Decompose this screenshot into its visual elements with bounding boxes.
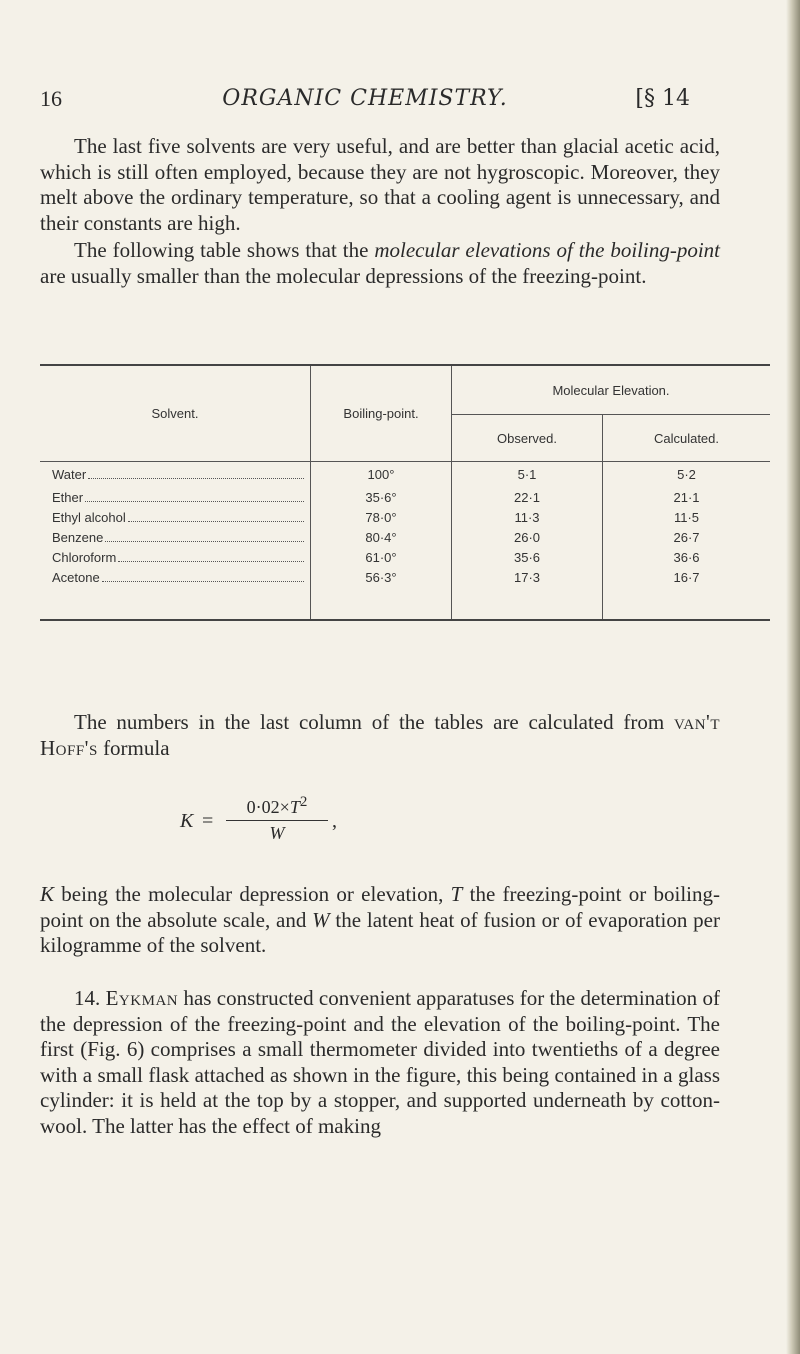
observed-value: 22·1 xyxy=(452,488,603,508)
page-number: 16 xyxy=(40,86,62,111)
solvent-name: Ether xyxy=(52,490,84,505)
running-header xyxy=(40,86,690,116)
observed-value: 11·3 xyxy=(452,508,603,528)
observed-value: 17·3 xyxy=(452,568,603,588)
formula-k: K xyxy=(180,810,194,832)
calculated-value: 5·2 xyxy=(603,462,771,488)
solvent-name: Chloroform xyxy=(52,550,117,565)
header-observed: Observed. xyxy=(452,415,603,462)
calculated-value: 36·6 xyxy=(603,548,771,568)
paragraph-variable-definitions: K being the molecular depression or elevation, T the freezing-point or boiling-point on the absolute scale, and W the latent heat of fusion or of evaporation per kilogramme of the solvent. xyxy=(40,882,721,958)
boiling-point-value: 100° xyxy=(311,462,452,488)
solvent-name: Acetone xyxy=(52,570,100,585)
paragraph-eykman-apparatus: 14. Eykman has constructed convenient apparatuses for the determination of the depression of the freezing-point and the elevation of the boiling-point. The first (Fig. 6) comprises a small thermometer divided into twentieths of a degree with a small flask attached as shown in the figure, this being contained in a glass cylinder: it is held at the top by a stopper, and supported underneath by cotton-wool. The latter has the effect of making xyxy=(40,986,721,1138)
boiling-point-value: 35·6° xyxy=(311,488,452,508)
boiling-point-value: 61·0° xyxy=(311,548,452,568)
calculated-value: 11·5 xyxy=(603,508,771,528)
observed-value: 5·1 xyxy=(452,462,603,488)
calculated-value: 21·1 xyxy=(603,488,771,508)
table-row xyxy=(40,462,770,488)
table-row xyxy=(40,488,770,508)
vant-hoff-formula: K = $\frac{0\cdot 02\times T^2}{W}$ , xyxy=(180,794,337,843)
name-vant-hoff: van't Hoff's xyxy=(40,710,720,760)
section-number: 14. xyxy=(74,986,101,1010)
table-row xyxy=(40,528,770,548)
boiling-point-value: 80·4° xyxy=(311,528,452,548)
formula-equals: = xyxy=(202,810,214,832)
formula-denominator: W xyxy=(269,823,285,843)
data-table xyxy=(40,364,770,621)
calculated-value: 16·7 xyxy=(603,568,771,588)
header-calculated: Calculated. xyxy=(603,415,771,462)
page-edge-shadow xyxy=(786,0,800,1354)
section-reference: [§ 14 xyxy=(635,86,690,111)
paragraph-table-intro: The following table shows that the molecular elevations of the boiling-point are usually smaller than the molecular depressions of the freezing-point. xyxy=(40,238,720,288)
solvent-name: Ethyl alcohol xyxy=(52,510,126,525)
table-row xyxy=(40,568,770,588)
elevation-table xyxy=(40,364,770,676)
header-molecular-elevation: Molecular Elevation. xyxy=(452,365,771,415)
solvent-name: Water xyxy=(52,467,87,483)
table-row xyxy=(40,548,770,568)
boiling-point-value: 56·3° xyxy=(311,568,452,588)
solvent-name: Benzene xyxy=(52,530,104,545)
header-boiling-point: Boiling-point. xyxy=(311,365,452,462)
header-solvent: Solvent. xyxy=(151,406,199,421)
observed-value: 26·0 xyxy=(452,528,603,548)
formula-fraction xyxy=(226,794,328,844)
observed-value: 35·6 xyxy=(452,548,603,568)
emphasis-molecular-elevations: molecular elevations of the boiling-point xyxy=(374,238,720,262)
running-title: ORGANIC CHEMISTRY. xyxy=(222,86,508,111)
formula-numerator: $0\cdot 02\times T^2$ xyxy=(226,794,328,821)
name-eykman: Eykman xyxy=(105,986,179,1010)
paragraph-vant-hoff: The numbers in the last column of the tables are calculated from van't Hoff's formula xyxy=(40,710,720,760)
table-row xyxy=(40,508,770,528)
calculated-value: 26·7 xyxy=(603,528,771,548)
paragraph-solvents: The last five solvents are very useful, and are better than glacial acetic acid, which is still often employed, because they are not hygroscopic. Moreover, they melt above the ordinary temperature, so that a cooling agent is unnecessary, and their constants are high. xyxy=(40,134,720,235)
boiling-point-value: 78·0° xyxy=(311,508,452,528)
